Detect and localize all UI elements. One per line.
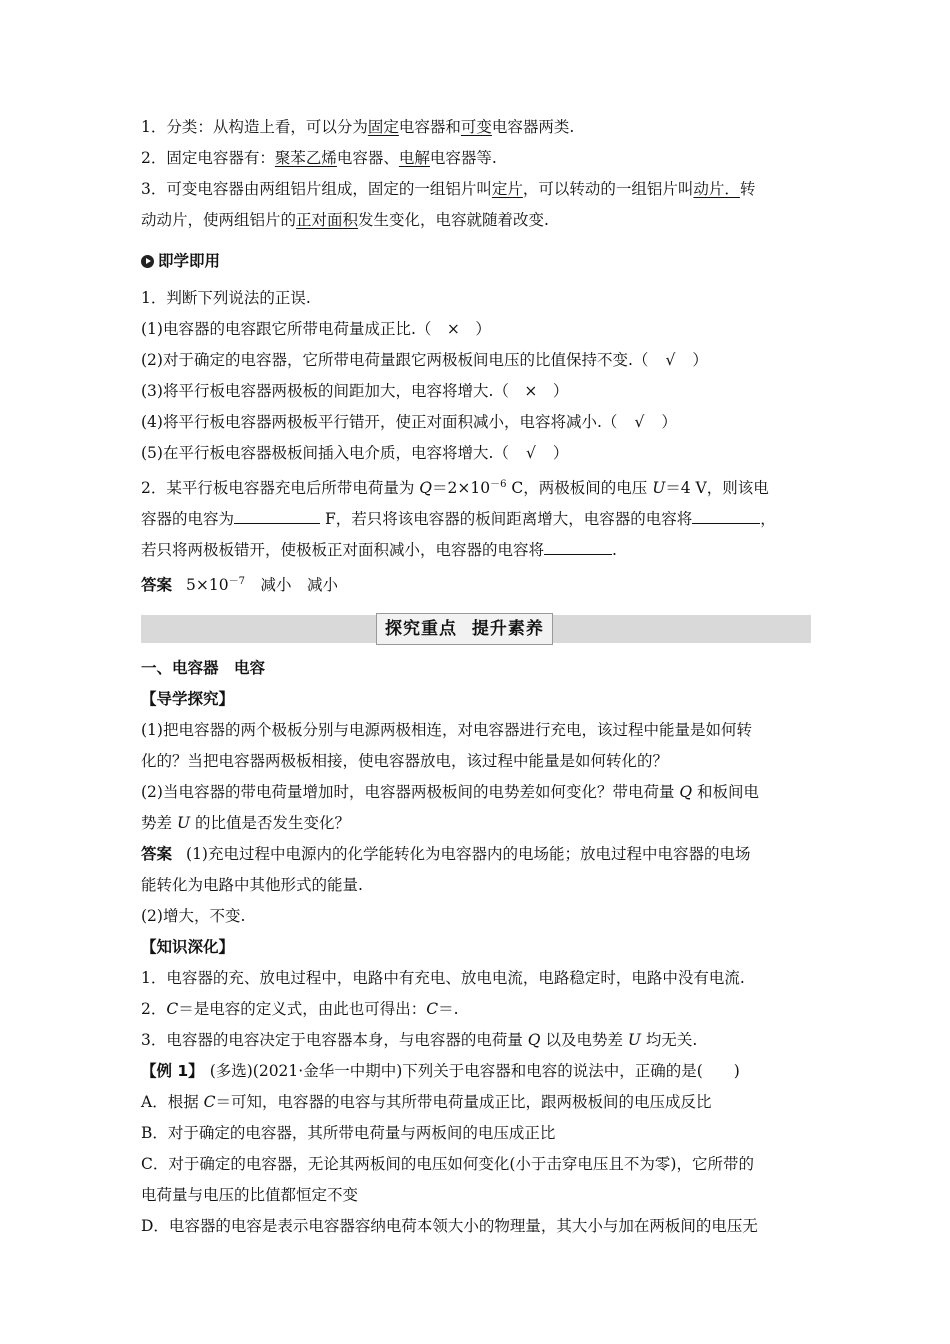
document-page: [141, 112, 811, 1242]
cross-mark: ×: [524, 382, 538, 400]
deepen-item-2: [141, 994, 811, 1025]
guide-q2-line-1: [141, 777, 811, 808]
question-2-line-2: [141, 504, 811, 535]
question-1-title: 1．判断下列说法的正误.: [141, 289, 311, 307]
text: ＝2×10: [432, 479, 491, 498]
var-Q: Q: [679, 783, 693, 802]
text: (2)当电容器的带电荷量增加时，电容器两极板间的电势差如何变化？带电荷量: [141, 783, 680, 802]
judge-item-4: [141, 407, 811, 438]
text: 若只将两极板错开，使极板正对面积减小，电容器的电容将: [141, 541, 545, 560]
section-banner-label: 探究重点 提升素养: [376, 613, 553, 645]
option-b: B．对于确定的电容器，其所带电荷量与两板间的电压成正比: [141, 1124, 556, 1143]
answer-value: 5×10: [186, 576, 229, 595]
exponent: －7: [228, 576, 245, 588]
text: 2．固定电容器有：: [141, 149, 275, 167]
text: 电容器等.: [429, 149, 497, 167]
text: 3．可变电容器由两组铝片组成，固定的一组铝片叫: [141, 180, 492, 198]
fill-blank: [234, 522, 320, 524]
quick-practice-title: 即学即用: [158, 252, 221, 270]
text: ，可以转动的一组铝片叫: [522, 180, 694, 198]
text: 均无关.: [640, 1031, 698, 1050]
text: 的比值是否发生变化？: [190, 814, 350, 833]
var-U: U: [652, 479, 666, 498]
text: ＝4 V，则该电: [665, 479, 769, 498]
guide-q2-line-2: [141, 808, 811, 839]
text: 电容器、: [336, 149, 399, 167]
text: 转: [739, 180, 756, 198]
judge-item-1: [141, 314, 811, 345]
var-Q: Q: [419, 479, 433, 498]
text: 3．电容器的电容决定于电容器本身，与电容器的电荷量: [141, 1031, 528, 1050]
underlined-answer: 电解: [398, 149, 430, 167]
text: ）: [692, 351, 708, 369]
text: (2)对于确定的电容器，它所带电荷量跟它两极板间电压的比值保持不变.（: [141, 351, 649, 369]
text: 电容器和: [398, 118, 461, 136]
section-heading: 一、电容器 电容: [141, 659, 266, 678]
check-mark: √: [525, 444, 536, 462]
answer-value: 减小 减小: [244, 576, 338, 595]
play-circle-icon: [141, 255, 154, 268]
underlined-answer: 固定: [367, 118, 399, 136]
text: (5)在平行板电容器极板间插入电介质，电容将增大.（: [141, 444, 509, 462]
option-c-line-2: 电荷量与电压的比值都恒定不变: [141, 1186, 359, 1205]
text: A．根据: [141, 1093, 204, 1112]
text: 2．: [141, 1000, 167, 1019]
text: ）: [552, 444, 569, 462]
judge-item-3: [141, 376, 811, 407]
classify-line-3: [141, 174, 811, 205]
section-banner: [141, 615, 811, 643]
underlined-answer: 聚苯乙烯: [274, 149, 337, 167]
text: (1)充电过程中电源内的化学能转化为电容器内的电场能；放电过程中电容器的电场: [186, 845, 751, 864]
underlined-answer: 正对面积: [296, 211, 359, 229]
option-d: D．电容器的电容是表示电容器容纳电荷本领大小的物理量，其大小与加在两板间的电压无: [141, 1217, 758, 1236]
text: C，两极板间的电压: [506, 479, 653, 498]
option-c-line-1: C．对于确定的电容器，无论其两板间的电压如何变化(小于击穿电压且不为零)，它所带的: [141, 1155, 754, 1174]
var-U: U: [627, 1031, 641, 1050]
guide-answer-line-1: [141, 839, 811, 870]
text: ）: [475, 320, 491, 338]
exponent: －6: [490, 479, 507, 490]
fill-blank: [544, 553, 612, 555]
underlined-answer: 定片: [491, 180, 523, 198]
guide-heading: 【导学探究】: [141, 690, 235, 709]
classify-line-1: [141, 112, 811, 143]
text: ，: [760, 510, 776, 529]
var-C: C: [203, 1093, 216, 1112]
fill-blank: [692, 522, 760, 524]
var-U: U: [176, 814, 191, 833]
text: (1)电容器的电容跟它所带电荷量成正比.（: [141, 320, 432, 338]
text: 以及电势差: [540, 1031, 628, 1050]
judge-item-2: [141, 345, 811, 376]
answer-label: 答案: [141, 845, 173, 864]
answer-label: 答案: [141, 576, 173, 595]
var-C: C: [426, 1000, 439, 1019]
example-label: 【例 1】: [141, 1062, 204, 1081]
text: ＝可知，电容器的电容与其所带电荷量成正比，跟两极板间的电压成反比: [215, 1093, 712, 1112]
var-Q: Q: [527, 1031, 541, 1050]
question-2-line-1: [141, 469, 811, 504]
text: (多选)(2021·金华一中期中)下列关于电容器和电容的说法中，正确的是( ): [209, 1062, 740, 1081]
guide-answer-line-3: (2)增大，不变.: [141, 907, 246, 926]
text: 和板间电: [692, 783, 760, 802]
text: 1．分类：从构造上看，可以分为: [141, 118, 368, 136]
quick-practice-heading: [141, 246, 811, 277]
text: ）: [552, 382, 569, 400]
deepen-item-3: [141, 1025, 811, 1056]
text: 2．某平行板电容器充电后所带电荷量为: [141, 479, 420, 498]
answer-line: [141, 566, 811, 601]
deepen-heading: 【知识深化】: [141, 938, 235, 957]
deepen-item-1: 1．电容器的充、放电过程中，电路中有充电、放电电流，电路稳定时，电路中没有电流.: [141, 969, 745, 988]
text: 发生变化，电容就随着改变.: [358, 211, 549, 229]
underlined-answer: 动片．: [693, 180, 740, 198]
text: ＝是电容的定义式，由此也可得出：: [178, 1000, 427, 1019]
var-C: C: [166, 1000, 179, 1019]
check-mark: √: [665, 351, 676, 369]
text: (4)将平行板电容器两极板平行错开，使正对面积减小，电容将减小.（: [141, 413, 618, 431]
judge-item-5: [141, 438, 811, 469]
question-2-line-3: [141, 535, 811, 566]
underlined-answer: 可变: [460, 118, 492, 136]
classify-line-2: [141, 143, 811, 174]
cross-mark: ×: [446, 320, 460, 338]
text: (3)将平行板电容器两极板的间距加大，电容将增大.（: [141, 382, 509, 400]
guide-q1-line-2: 化的？当把电容器两极板相接，使电容器放电，该过程中能量是如何转化的？: [141, 752, 669, 771]
text: 动动片，使两组铝片的: [141, 211, 297, 229]
text: .: [612, 541, 617, 560]
guide-answer-line-2: 能转化为电路中其他形式的能量.: [141, 876, 363, 895]
text: ＝.: [438, 1000, 459, 1019]
example-1-stem: [141, 1056, 811, 1087]
text: 电容器两类.: [491, 118, 575, 136]
text: 势差: [141, 814, 177, 833]
guide-q1-line-1: (1)把电容器的两个极板分别与电源两极相连，对电容器进行充电，该过程中能量是如何转: [141, 721, 752, 740]
option-a: [141, 1087, 811, 1118]
check-mark: √: [634, 413, 645, 431]
classify-line-4: [141, 205, 811, 236]
text: 容器的电容为: [141, 510, 235, 529]
text: F，若只将该电容器的板间距离增大，电容器的电容将: [320, 510, 693, 529]
text: ）: [661, 413, 677, 431]
